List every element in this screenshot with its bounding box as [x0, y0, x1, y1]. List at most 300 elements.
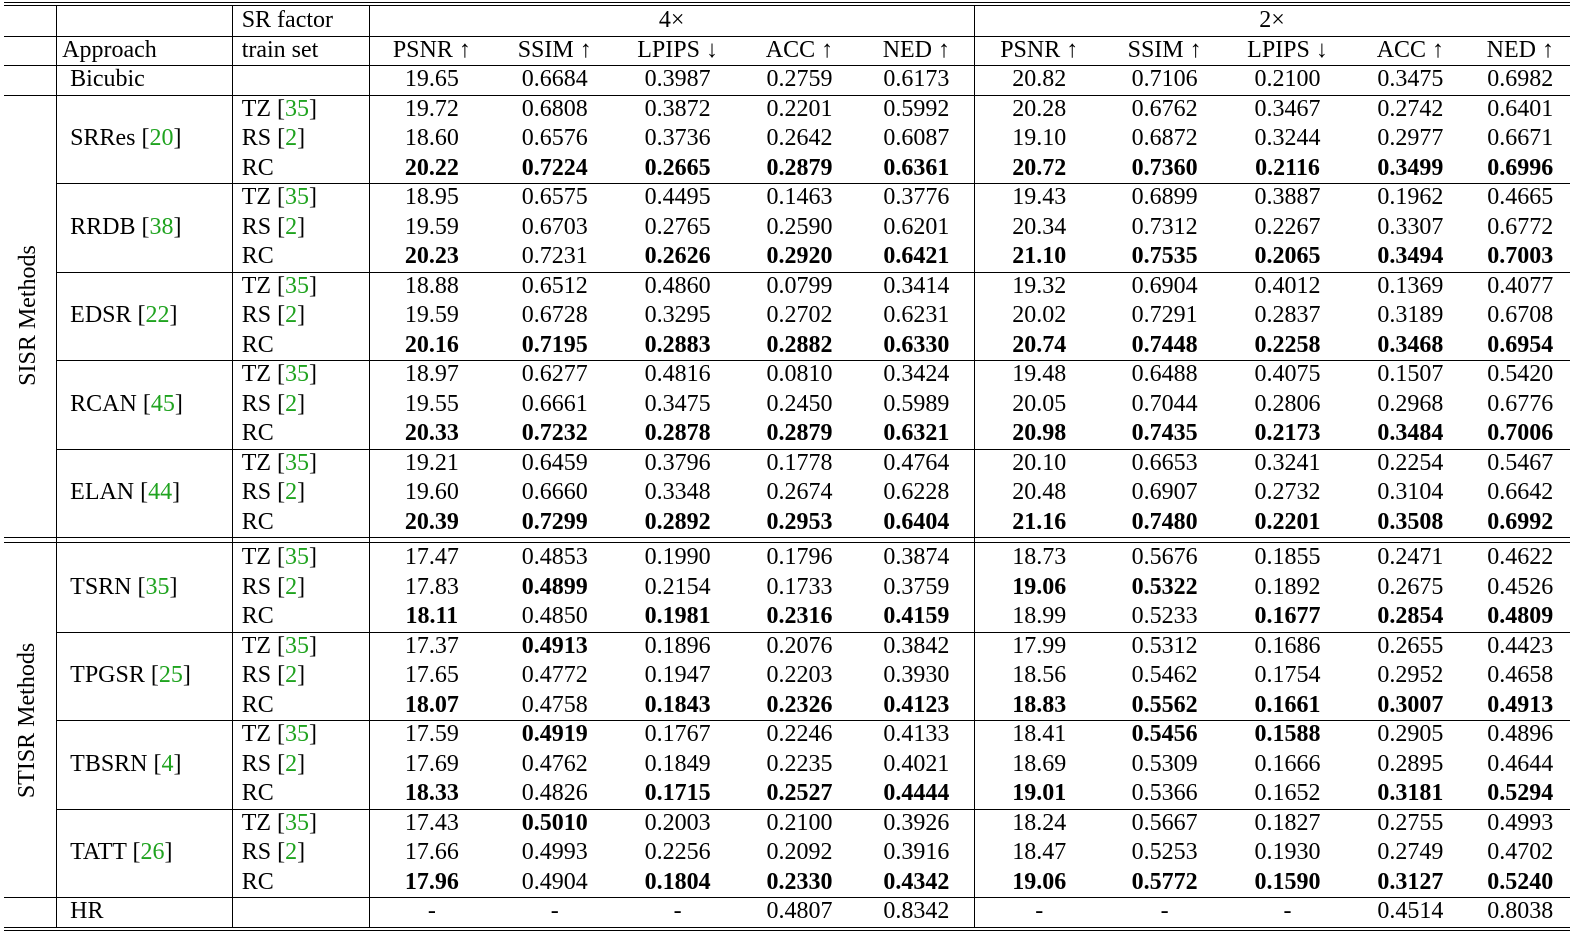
- value-cell: 0.3295: [644, 302, 711, 329]
- table-row: [4, 632, 1570, 662]
- train-set-cell: RS [2]: [241, 662, 306, 689]
- value-cell: 19.48: [1012, 361, 1067, 388]
- value-cell: 0.4993: [521, 839, 588, 866]
- value-cell: 0.6684: [521, 66, 588, 93]
- group-cell: [4, 65, 56, 95]
- value-cell: 0.4993: [1487, 809, 1554, 836]
- value-cell: 0.4665: [1487, 184, 1554, 211]
- train-set-label: TZ: [241, 544, 272, 571]
- table-row: [4, 750, 1570, 780]
- train-set-cell: [232, 897, 369, 927]
- value-cell: 0.1990: [644, 544, 711, 571]
- value-cell: 0.4913: [521, 632, 588, 659]
- value-cell: 0.2749: [1377, 839, 1444, 866]
- value-cell: 0.6872: [1131, 125, 1198, 152]
- value-cell: 20.34: [1012, 213, 1067, 240]
- value-cell: 0.2590: [766, 213, 833, 240]
- value-cell: 18.69: [1012, 750, 1067, 777]
- citation: 45: [150, 390, 175, 417]
- train-set-cell: TZ [35]: [241, 361, 318, 388]
- table-row: [4, 691, 1570, 721]
- value-cell: 0.6772: [1487, 213, 1554, 240]
- value-cell: 0.5312: [1131, 632, 1198, 659]
- value-cell: 20.33: [404, 420, 459, 447]
- value-cell: 0.2316: [766, 603, 833, 630]
- value-cell: 0.2254: [1377, 449, 1444, 476]
- value-cell: 0.5992: [883, 95, 950, 122]
- citation: 2: [285, 662, 298, 689]
- metric-header: SSIM ↑: [1127, 36, 1202, 63]
- train-set-cell: RS [2]: [241, 125, 306, 152]
- method-rule: [56, 720, 1570, 721]
- value-cell: 0.3736: [644, 125, 711, 152]
- value-cell: 17.69: [404, 750, 459, 777]
- train-set-cell: TZ [35]: [241, 721, 318, 748]
- value-cell: 0.4133: [883, 721, 950, 748]
- value-cell: 0.3241: [1254, 449, 1321, 476]
- value-cell: 0.2759: [766, 66, 833, 93]
- value-cell: 0.6228: [883, 479, 950, 506]
- value-cell: 0.7195: [521, 331, 588, 358]
- value-cell: 0.2471: [1377, 544, 1444, 571]
- value-cell: 0.6575: [521, 184, 588, 211]
- value-cell: 17.43: [404, 809, 459, 836]
- value-cell: 0.3916: [883, 839, 950, 866]
- train-set-label: RC: [241, 154, 274, 181]
- value-cell: 0.1855: [1254, 544, 1321, 571]
- value-cell: 0.4658: [1487, 662, 1554, 689]
- group-label-text: STISR Methods: [14, 642, 41, 798]
- value-cell: 0.5309: [1131, 750, 1198, 777]
- method-rule: [56, 183, 1570, 184]
- value-cell: 0.5772: [1131, 868, 1198, 895]
- value-cell: 0.4012: [1254, 272, 1321, 299]
- train-set-label: RS: [241, 750, 272, 777]
- citation: 35: [285, 184, 310, 211]
- train-set-label: RS: [241, 213, 272, 240]
- table-row: [4, 573, 1570, 603]
- value-cell: 0.5562: [1131, 691, 1198, 718]
- value-cell: 18.47: [1012, 839, 1067, 866]
- citation: 2: [285, 302, 298, 329]
- value-cell: 0.4159: [883, 603, 950, 630]
- value-cell: 0.3508: [1377, 508, 1444, 535]
- method-label: TPGSR: [70, 662, 145, 689]
- train-set-label: TZ: [241, 449, 272, 476]
- hr-row: [4, 897, 1570, 927]
- value-cell: 19.59: [404, 213, 459, 240]
- table-row: [4, 390, 1570, 420]
- value-cell: 17.96: [404, 868, 459, 895]
- value-cell: 0.4423: [1487, 632, 1554, 659]
- value-cell: 0.6728: [521, 302, 588, 329]
- value-cell: 0.2977: [1377, 125, 1444, 152]
- value-cell: 0.3874: [883, 544, 950, 571]
- value-cell: 20.98: [1012, 420, 1067, 447]
- value-cell: 0.3484: [1377, 420, 1444, 447]
- table-row: [4, 154, 1570, 184]
- method-name: Bicubic: [70, 66, 145, 93]
- train-set-label: RC: [241, 691, 274, 718]
- value-cell: 0.3244: [1254, 125, 1321, 152]
- value-cell: 0.4075: [1254, 361, 1321, 388]
- table-row: [4, 95, 1570, 125]
- value-cell: 0.6642: [1487, 479, 1554, 506]
- method-name: ELAN [44]: [70, 479, 181, 506]
- group-cell: [4, 897, 56, 927]
- value-cell: 0.6671: [1487, 125, 1554, 152]
- value-cell: 0.2154: [644, 573, 711, 600]
- value-cell: 0.1962: [1377, 184, 1444, 211]
- value-cell: 0.3926: [883, 809, 950, 836]
- value-cell: 0.6996: [1487, 154, 1554, 181]
- value-cell: 0.1686: [1254, 632, 1321, 659]
- value-cell: 0.6762: [1131, 95, 1198, 122]
- value-cell: 0.6992: [1487, 508, 1554, 535]
- train-set-cell: RS [2]: [241, 479, 306, 506]
- value-cell: 0.2100: [766, 809, 833, 836]
- value-cell: 0.2527: [766, 780, 833, 807]
- top-rule: [4, 5, 1570, 6]
- train-set-label: TZ: [241, 95, 272, 122]
- value-cell: 0.1590: [1254, 868, 1321, 895]
- value-cell: 0.5462: [1131, 662, 1198, 689]
- train-set-label: RS: [241, 573, 272, 600]
- value-cell: 0.2076: [766, 632, 833, 659]
- method-name: TBSRN [4]: [70, 750, 182, 777]
- train-set-cell: [232, 602, 369, 632]
- value-cell: 0.1733: [766, 573, 833, 600]
- value-cell: 19.55: [404, 390, 459, 417]
- value-cell: 0.3475: [1377, 66, 1444, 93]
- value-cell: 0.7224: [521, 154, 588, 181]
- value-cell: 0.6954: [1487, 331, 1554, 358]
- value-cell: 18.07: [404, 691, 459, 718]
- hr-rule: [4, 897, 1570, 898]
- header-row-metrics: [4, 36, 1570, 66]
- column-rule: [369, 5, 370, 927]
- value-cell: 0.2742: [1377, 95, 1444, 122]
- section-rule: [4, 542, 1570, 543]
- value-cell: 0.4077: [1487, 272, 1554, 299]
- method-name: EDSR [22]: [70, 302, 178, 329]
- value-cell: 0.6808: [521, 95, 588, 122]
- value-cell: 19.72: [404, 95, 459, 122]
- value-cell: 18.24: [1012, 809, 1067, 836]
- train-set-cell: [232, 242, 369, 272]
- method-label: TATT: [70, 839, 127, 866]
- value-cell: 0.4919: [521, 721, 588, 748]
- value-cell: 0.1827: [1254, 809, 1321, 836]
- train-set-cell: TZ [35]: [241, 184, 318, 211]
- value-cell: 0.2854: [1377, 603, 1444, 630]
- value-cell: 0.3930: [883, 662, 950, 689]
- citation: 35: [145, 573, 170, 600]
- value-cell: 0.5322: [1131, 573, 1198, 600]
- method-rule: [56, 449, 1570, 450]
- value-cell: 0.2003: [644, 809, 711, 836]
- value-cell: 0.1652: [1254, 780, 1321, 807]
- train-set-cell: RS [2]: [241, 839, 306, 866]
- value-cell: 20.22: [404, 154, 459, 181]
- train-set-label: TZ: [241, 809, 272, 836]
- value-cell: 0.2883: [644, 331, 711, 358]
- value-cell: 0.7231: [521, 243, 588, 270]
- results-table-body: [4, 6, 1570, 927]
- header-rule: [4, 65, 1570, 66]
- train-set-label: RS: [241, 125, 272, 152]
- train-set-label: RC: [241, 780, 274, 807]
- results-table: [4, 6, 1570, 927]
- value-cell: 0.5366: [1131, 780, 1198, 807]
- value-cell: 0.4913: [1487, 691, 1554, 718]
- citation: 35: [285, 449, 310, 476]
- value-cell: 0.3127: [1377, 868, 1444, 895]
- method-rule: [56, 360, 1570, 361]
- method-name: RRDB [38]: [70, 213, 182, 240]
- value-cell: 17.37: [404, 632, 459, 659]
- value-cell: 20.23: [404, 243, 459, 270]
- value-cell: 0.2065: [1254, 243, 1321, 270]
- train-set-label: RC: [241, 420, 274, 447]
- table-row: [4, 301, 1570, 331]
- metric-header: LPIPS ↓: [637, 36, 718, 63]
- citation: 35: [285, 361, 310, 388]
- value-cell: 19.06: [1012, 573, 1067, 600]
- value-cell: 0.2258: [1254, 331, 1321, 358]
- value-cell: 0.2267: [1254, 213, 1321, 240]
- value-cell: 0.3468: [1377, 331, 1444, 358]
- value-cell: 0.4809: [1487, 603, 1554, 630]
- value-cell: 0.5456: [1131, 721, 1198, 748]
- value-cell: 0.5240: [1487, 868, 1554, 895]
- value-cell: 18.33: [404, 780, 459, 807]
- value-cell: 0.2806: [1254, 390, 1321, 417]
- value-cell: 0.2246: [766, 721, 833, 748]
- method-name: TATT [26]: [70, 839, 173, 866]
- value-cell: 0.2905: [1377, 721, 1444, 748]
- value-cell: 19.32: [1012, 272, 1067, 299]
- metric-header: ACC ↑: [765, 36, 834, 63]
- value-cell: 0.7232: [521, 420, 588, 447]
- metric-header: PSNR ↑: [1000, 36, 1079, 63]
- value-cell: 0.2330: [766, 868, 833, 895]
- value-cell: 0.6708: [1487, 302, 1554, 329]
- value-cell: 0.2665: [644, 154, 711, 181]
- citation: 35: [285, 721, 310, 748]
- value-cell: 0.2755: [1377, 809, 1444, 836]
- value-cell: 0.5294: [1487, 780, 1554, 807]
- group-label-text: SISR Methods: [14, 245, 41, 387]
- method-label: SRRes: [70, 125, 136, 152]
- value-cell: 0.2879: [766, 154, 833, 181]
- citation: 2: [285, 479, 298, 506]
- value-cell: 0.6660: [521, 479, 588, 506]
- value-cell: 0.2879: [766, 420, 833, 447]
- value-cell: 0.1507: [1377, 361, 1444, 388]
- train-set-label: TZ: [241, 272, 272, 299]
- value-cell: -: [673, 898, 682, 925]
- value-cell: 0.3475: [644, 390, 711, 417]
- value-cell: 0.6361: [883, 154, 950, 181]
- value-cell: 0.1369: [1377, 272, 1444, 299]
- value-cell: 0.2878: [644, 420, 711, 447]
- value-cell: 19.21: [404, 449, 459, 476]
- value-cell: 20.10: [1012, 449, 1067, 476]
- train-set-label: TZ: [241, 361, 272, 388]
- value-cell: 20.48: [1012, 479, 1067, 506]
- train-set-label: TZ: [241, 721, 272, 748]
- value-cell: 17.47: [404, 544, 459, 571]
- value-cell: 0.4123: [883, 691, 950, 718]
- value-cell: 0.4896: [1487, 721, 1554, 748]
- value-cell: 0.4807: [766, 898, 833, 925]
- value-cell: 0.2642: [766, 125, 833, 152]
- value-cell: -: [427, 898, 436, 925]
- value-cell: 0.7003: [1487, 243, 1554, 270]
- value-cell: 0.1754: [1254, 662, 1321, 689]
- value-cell: 0.4514: [1377, 898, 1444, 925]
- train-set-cell: [232, 65, 369, 95]
- value-cell: 0.1778: [766, 449, 833, 476]
- value-cell: 0.1843: [644, 691, 711, 718]
- value-cell: 0.1804: [644, 868, 711, 895]
- table-row: [4, 242, 1570, 272]
- train-set-cell: TZ [35]: [241, 544, 318, 571]
- group-label: [0, 543, 56, 897]
- value-cell: 0.1981: [644, 603, 711, 630]
- bicubic-rule: [4, 95, 1570, 96]
- value-cell: 0.2702: [766, 302, 833, 329]
- value-cell: 0.2626: [644, 243, 711, 270]
- value-cell: -: [550, 898, 559, 925]
- train-set-label: RC: [241, 243, 274, 270]
- value-cell: 18.73: [1012, 544, 1067, 571]
- value-cell: 17.83: [404, 573, 459, 600]
- metric-header: ACC ↑: [1376, 36, 1445, 63]
- method-rule: [56, 809, 1570, 810]
- train-set-cell: TZ [35]: [241, 95, 318, 122]
- value-cell: 0.6907: [1131, 479, 1198, 506]
- train-set-cell: RS [2]: [241, 213, 306, 240]
- value-cell: 0.6576: [521, 125, 588, 152]
- train-set-cell: [232, 154, 369, 184]
- value-cell: 0.2674: [766, 479, 833, 506]
- value-cell: 17.59: [404, 721, 459, 748]
- citation: 2: [285, 213, 298, 240]
- value-cell: 0.1463: [766, 184, 833, 211]
- train-set-cell: [232, 419, 369, 449]
- train-set-cell: RS [2]: [241, 573, 306, 600]
- citation: 20: [149, 125, 174, 152]
- value-cell: 0.7360: [1131, 154, 1198, 181]
- value-cell: 0.2173: [1254, 420, 1321, 447]
- value-cell: 0.1849: [644, 750, 711, 777]
- train-set-cell: [232, 691, 369, 721]
- value-cell: 0.6321: [883, 420, 950, 447]
- value-cell: 18.11: [405, 603, 459, 630]
- section-rule: [4, 537, 1570, 538]
- citation: 35: [285, 95, 310, 122]
- table-row: [4, 543, 1570, 573]
- value-cell: 20.16: [404, 331, 459, 358]
- value-cell: 20.72: [1012, 154, 1067, 181]
- column-rule: [56, 5, 57, 927]
- value-cell: 18.60: [404, 125, 459, 152]
- train-set-label: RC: [241, 331, 274, 358]
- train-set-cell: RS [2]: [241, 750, 306, 777]
- value-cell: 19.01: [1012, 780, 1067, 807]
- value-cell: 0.4860: [644, 272, 711, 299]
- method-label: RCAN: [70, 390, 137, 417]
- value-cell: 0.5233: [1131, 603, 1198, 630]
- citation: 35: [285, 809, 310, 836]
- method-label: ELAN: [70, 479, 135, 506]
- table-row: [4, 720, 1570, 750]
- method-name: SRRes [20]: [70, 125, 182, 152]
- train-set-label: RS: [241, 390, 272, 417]
- table-row: [4, 272, 1570, 302]
- header-rule: [4, 36, 1570, 37]
- value-cell: 0.4850: [521, 603, 588, 630]
- value-cell: 0.4772: [521, 662, 588, 689]
- value-cell: 0.6201: [883, 213, 950, 240]
- train-set-label: TZ: [241, 632, 272, 659]
- value-cell: 0.2968: [1377, 390, 1444, 417]
- value-cell: 0.7448: [1131, 331, 1198, 358]
- value-cell: 0.5467: [1487, 449, 1554, 476]
- train-set-cell: TZ [35]: [241, 632, 318, 659]
- value-cell: 0.4021: [883, 750, 950, 777]
- value-cell: 19.10: [1012, 125, 1067, 152]
- citation: 2: [285, 125, 298, 152]
- value-cell: 0.2952: [1377, 662, 1444, 689]
- value-cell: 17.99: [1012, 632, 1067, 659]
- train-set-label: RS: [241, 302, 272, 329]
- citation: 22: [145, 302, 170, 329]
- value-cell: 0.2256: [644, 839, 711, 866]
- value-cell: -: [1035, 898, 1044, 925]
- train-set-label: RC: [241, 508, 274, 535]
- value-cell: 0.3414: [883, 272, 950, 299]
- value-cell: 0.6776: [1487, 390, 1554, 417]
- value-cell: 0.0810: [766, 361, 833, 388]
- value-cell: 0.3494: [1377, 243, 1444, 270]
- value-cell: 0.2201: [766, 95, 833, 122]
- value-cell: 0.3007: [1377, 691, 1444, 718]
- value-cell: 0.2092: [766, 839, 833, 866]
- scale-2x-header: 2×: [1259, 7, 1285, 34]
- value-cell: 0.4762: [521, 750, 588, 777]
- metric-header: LPIPS ↓: [1247, 36, 1328, 63]
- value-cell: 0.1666: [1254, 750, 1321, 777]
- table-row: [4, 868, 1570, 898]
- value-cell: 18.41: [1012, 721, 1067, 748]
- value-cell: 0.4904: [521, 868, 588, 895]
- value-cell: 0.6899: [1131, 184, 1198, 211]
- value-cell: 0.8038: [1487, 898, 1554, 925]
- value-cell: 17.66: [404, 839, 459, 866]
- value-cell: 0.3842: [883, 632, 950, 659]
- method-rule: [56, 272, 1570, 273]
- method-rule: [56, 632, 1570, 633]
- value-cell: 0.2892: [644, 508, 711, 535]
- value-cell: 0.1715: [644, 780, 711, 807]
- train-set-cell: TZ [35]: [241, 449, 318, 476]
- value-cell: 0.7006: [1487, 420, 1554, 447]
- value-cell: 0.6330: [883, 331, 950, 358]
- value-cell: 0.4622: [1487, 544, 1554, 571]
